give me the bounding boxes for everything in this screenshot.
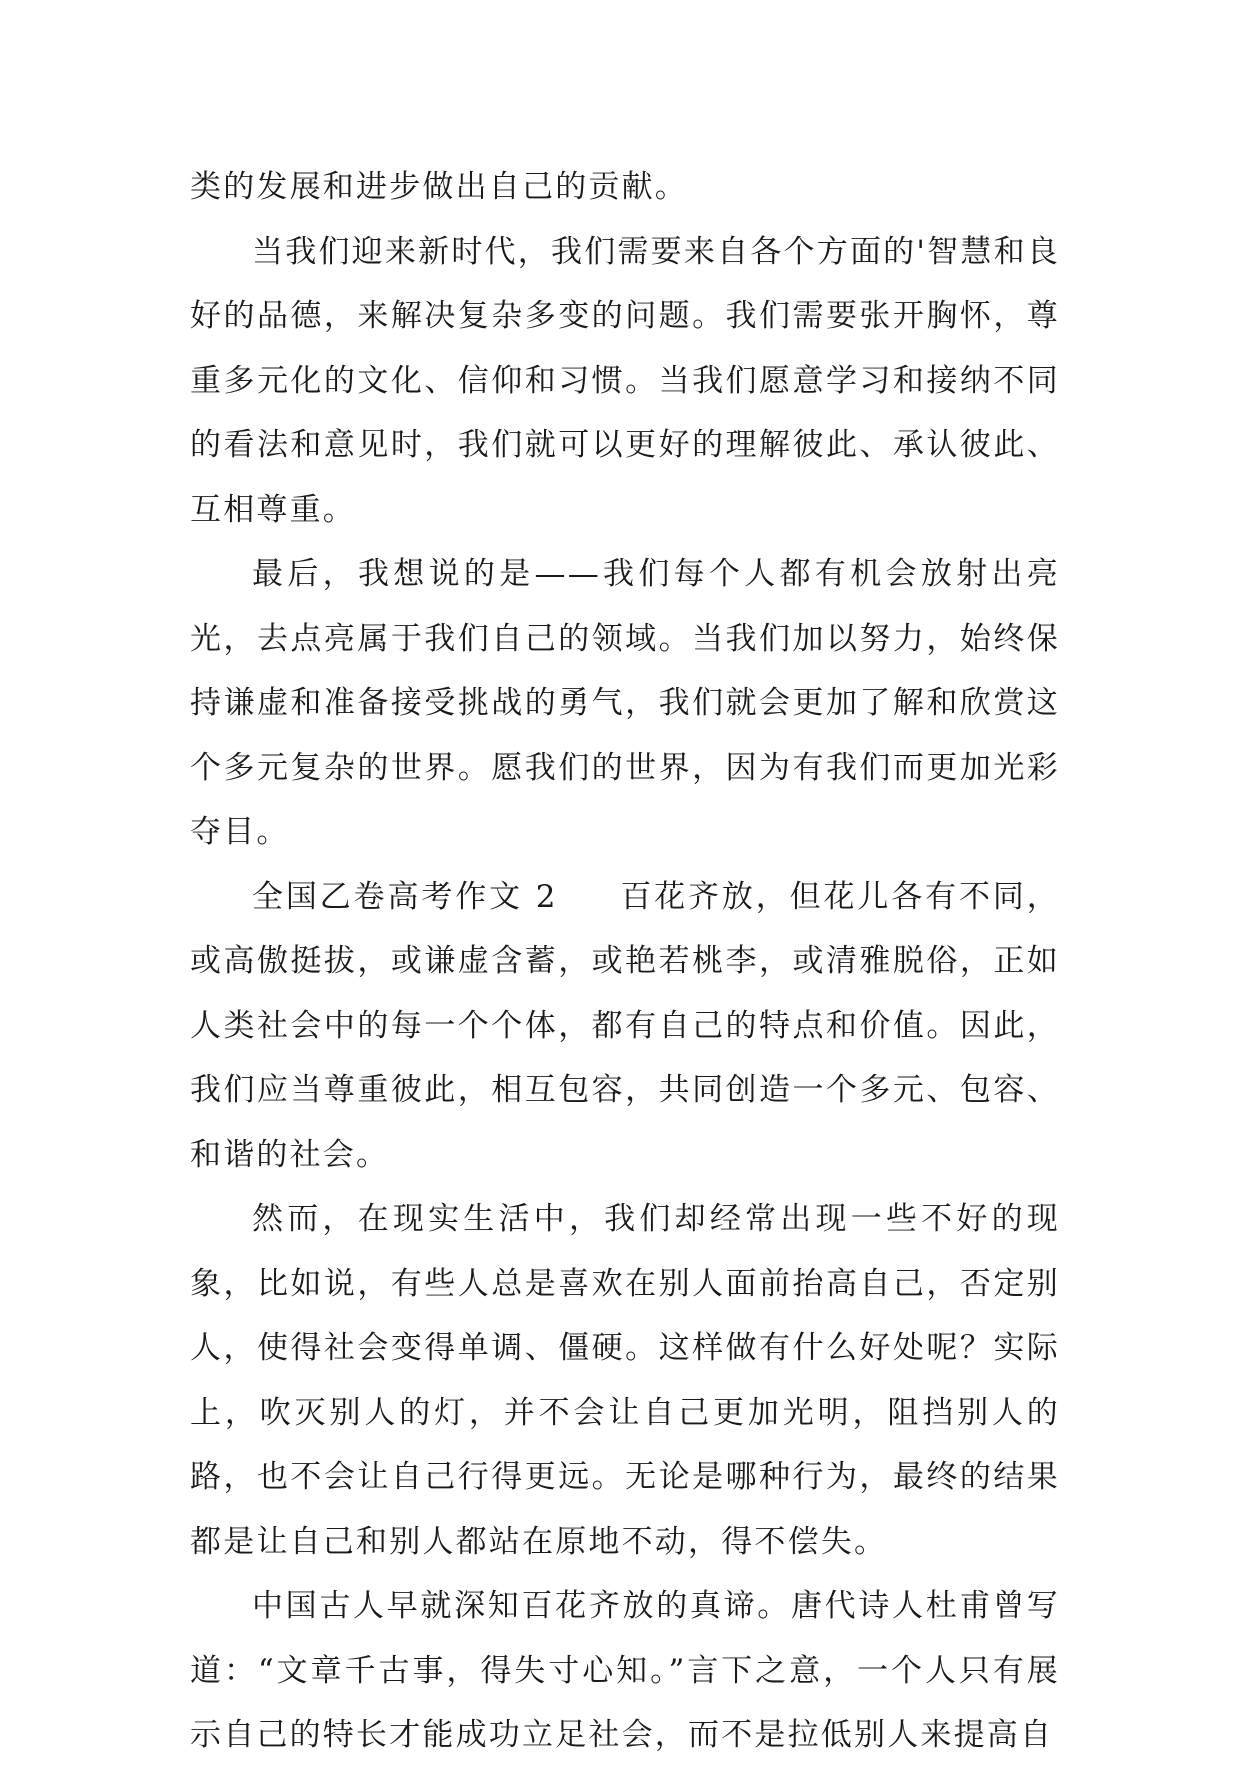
paragraph-ancients: 中国古人早就深知百花齐放的真谛。唐代诗人杜甫曾写道：“文章千古事，得失寸心知。”言下之意，一个人只有展示自己的特长才能成功立足社会，而不是拉低别人来提高自 (190, 1588, 1060, 1753)
paragraph-reality: 然而，在现实生活中，我们却经常出现一些不好的现象，比如说，有些人总是喜欢在别人面前抬高自己，否定别人，使得社会变得单调、僵硬。这样做有什么好处呢？实际上，吹灭别人的灯，并不会让自己更加光明，阻挡别人的路，也不会让自己行得更远。无论是哪种行为，最终的结果都是让自己和别人都站在原地不动，得不偿失。 (190, 1201, 1060, 1560)
section-2-intro-paragraph (190, 865, 1060, 1188)
document-body (190, 155, 1060, 1768)
section-2-title: 全国乙卷高考作文 2 (252, 878, 558, 915)
paragraph-conclusion: 最后，我想说的是——我们每个人都有机会放射出亮光，去点亮属于我们自己的领域。当我们加以努力，始终保持谦虚和准备接受挑战的勇气，我们就会更加了解和欣赏这个多元复杂的世界。愿我们的世界，因为有我们而更加光彩夺目。 (190, 556, 1060, 850)
paragraph-continuation: 类的发展和进步做出自己的贡献。 (190, 169, 688, 205)
section-2-intro: 百花齐放，但花儿各有不同，或高傲挺拔，或谦虚含蓄，或艳若桃李，或清雅脱俗，正如人类社会中的每一个个体，都有自己的特点和价值。因此，我们应当尊重彼此，相互包容，共同创造一个多元、包容、和谐的社会。 (190, 878, 1060, 1173)
paragraph-new-era: 当我们迎来新时代，我们需要来自各个方面的'智慧和良好的品德，来解决复杂多变的问题。我们需要张开胸怀，尊重多元化的文化、信仰和习惯。当我们愿意学习和接纳不同的看法和意见时，我们就可以更好的理解彼此、承认彼此、互相尊重。 (190, 233, 1060, 528)
